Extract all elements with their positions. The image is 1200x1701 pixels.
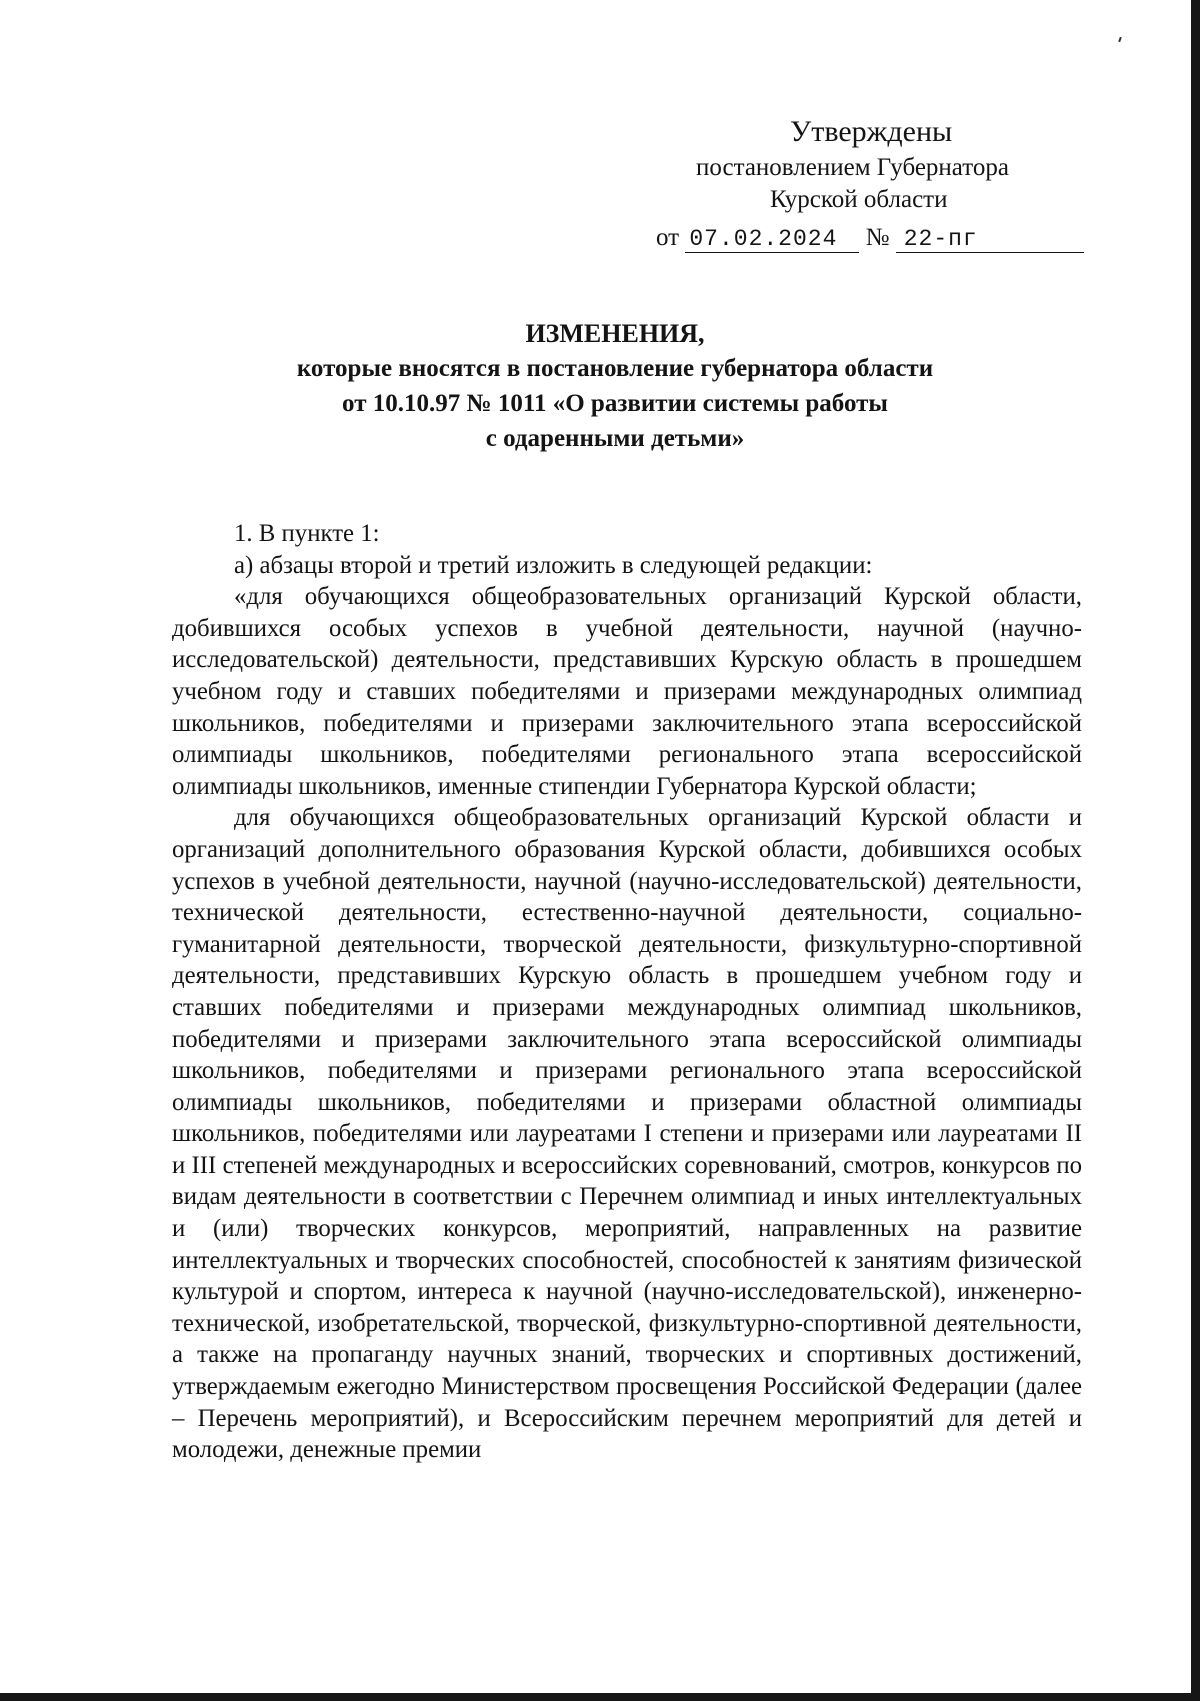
date-field [685,225,859,253]
heading-line-3: от 10.10.97 № 1011 «О развитии системы работы [342,390,888,417]
scan-edge-right [1191,0,1200,1701]
approval-date-number [656,222,1084,254]
approval-line-2: постановлением Губернатора [696,154,1009,181]
paragraph-item-1: 1. В пункте 1: [234,520,380,547]
heading-title: ИЗМЕНЕНИЯ, [525,319,705,348]
heading-line-2: которые вносятся в постановление губернатора области [296,355,934,382]
scan-edge-bottom [0,1693,1200,1701]
number-field [896,225,1084,253]
date-prefix: от [656,224,680,251]
paragraph-subitem-a: а) абзацы второй и третий изложить в следующей редакции: [234,551,873,579]
paragraph-quote-2: для обучающихся общеобразовательных организаций Курской области и организаций дополнительного образования Курской области, добившихся особых успехов в учебной деятельности, научной (научно-исследовательской) деятельности, технической деятельности, естественно-научной деятельности, социально-гуманитарной деятельности, творческой деятельности, физкультурно-спортивной деятельности, представивших Курскую область в прошедшем учебном году и ставших победителями и призерами международных олимпиад школьников, победителями и призерами заключительного этапа всероссийской олимпиады школьников, победителями и призерами регионального этапа всероссийской олимпиады школьников, победителями и призерами областной олимпиады школьников, победителями или лауреатами I степени и призерами или лауреатами II и III степеней международных и всероссийских соревнований, смотров, конкурсов по видам деятельности в соответствии с Перечнем олимпиад и иных интеллектуальных и (или) творческих конкурсов, мероприятий, направленных на развитие интеллектуальных и творческих способностей, способностей к занятиям физической культурой и спортом, интереса к научной (научно-исследовательской), инженерно-технической, изобретательской, творческой, физкультурно-спортивной деятельности, а также на пропаганду научных знаний, творческих и спортивных достижений, утверждаемым ежегодно Министерством просвещения Российской Федерации (далее – Перечень мероприятий), и Всероссийским перечнем мероприятий для детей и молодежи, денежные премии [172,804,1082,1464]
scan-speck [1118,37,1122,42]
document-heading [170,316,1060,456]
number-value: 22-пг [903,226,978,252]
date-value: 07.02.2024 [689,226,838,252]
paragraph-quote-1: «для обучающихся общеобразовательных организаций Курской области, добившихся особых успехов в учебной деятельности, научной (научно-исследовательской) деятельности, представивших Курскую область в прошедшем учебном году и ставших победителями и призерами международных олимпиад школьников, победителями и призерами заключительного этапа всероссийской олимпиады школьников, победителями регионального этапа всероссийской олимпиады школьников, именные стипендии Губернатора Курской области; [172,583,1082,800]
number-prefix: № [865,224,890,251]
document-body [172,518,1082,1466]
approval-title: Утверждены [790,115,953,148]
heading-line-4: с одаренными детьми» [485,425,745,452]
approval-line-3: Курской области [770,186,948,213]
